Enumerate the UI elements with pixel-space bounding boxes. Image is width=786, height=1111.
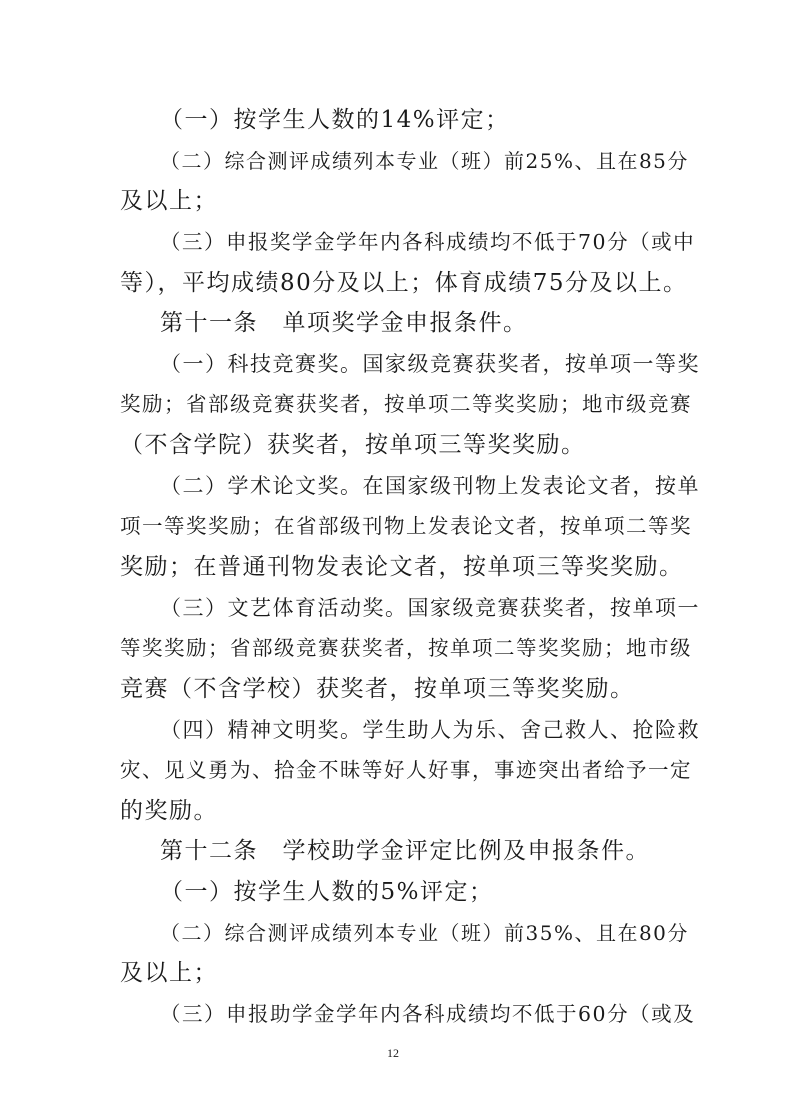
- line-8: 奖励；省部级竞赛获奖者，按单项二等奖奖励；地市级竞赛: [120, 392, 692, 416]
- page-number: 12: [387, 1046, 399, 1060]
- line-23: （三）申报助学金学年内各科成绩均不低于60分（或及: [160, 1002, 696, 1026]
- line-21: （二）综合测评成绩列本专业（班）前35%、且在80分: [160, 921, 689, 945]
- line-12: 奖励；在普通刊物发表论文者，按单项三等奖奖励。: [120, 554, 684, 580]
- line-18: 的奖励。: [120, 798, 218, 824]
- line-13: （三）文艺体育活动奖。国家级竞赛获奖者，按单项一: [160, 596, 700, 620]
- line-1: （一）按学生人数的14%评定；: [160, 107, 510, 133]
- line-20: （一）按学生人数的5%评定；: [160, 879, 494, 905]
- line-14: 等奖奖励；省部级竞赛获奖者，按单项二等奖奖励；地市级: [120, 636, 692, 660]
- line-3: 及以上；: [120, 188, 218, 214]
- line-15: 竞赛（不含学校）获奖者，按单项三等奖奖励。: [120, 676, 635, 702]
- line-7: （一）科技竞赛奖。国家级竞赛获奖者，按单项一等奖: [160, 352, 700, 376]
- line-9: （不含学院）获奖者，按单项三等奖奖励。: [120, 432, 586, 458]
- line-2: （二）综合测评成绩列本专业（班）前25%、且在85分: [160, 149, 689, 173]
- line-5: 等），平均成绩80分及以上；体育成绩75分及以上。: [120, 270, 688, 296]
- line-19: 第十二条 学校助学金评定比例及申报条件。: [160, 838, 650, 864]
- line-16: （四）精神文明奖。学生助人为乐、舍己救人、抢险救: [160, 718, 700, 742]
- line-17: 灾、见义勇为、拾金不昧等好人好事，事迹突出者给予一定: [120, 758, 692, 782]
- line-4: （三）申报奖学金学年内各科成绩均不低于70分（或中: [160, 230, 696, 254]
- line-22: 及以上；: [120, 960, 218, 986]
- line-6: 第十一条 单项奖学金申报条件。: [160, 310, 528, 336]
- line-10: （二）学术论文奖。在国家级刊物上发表论文者，按单: [160, 474, 700, 498]
- line-11: 项一等奖奖励；在省部级刊物上发表论文者，按单项二等奖: [120, 514, 692, 538]
